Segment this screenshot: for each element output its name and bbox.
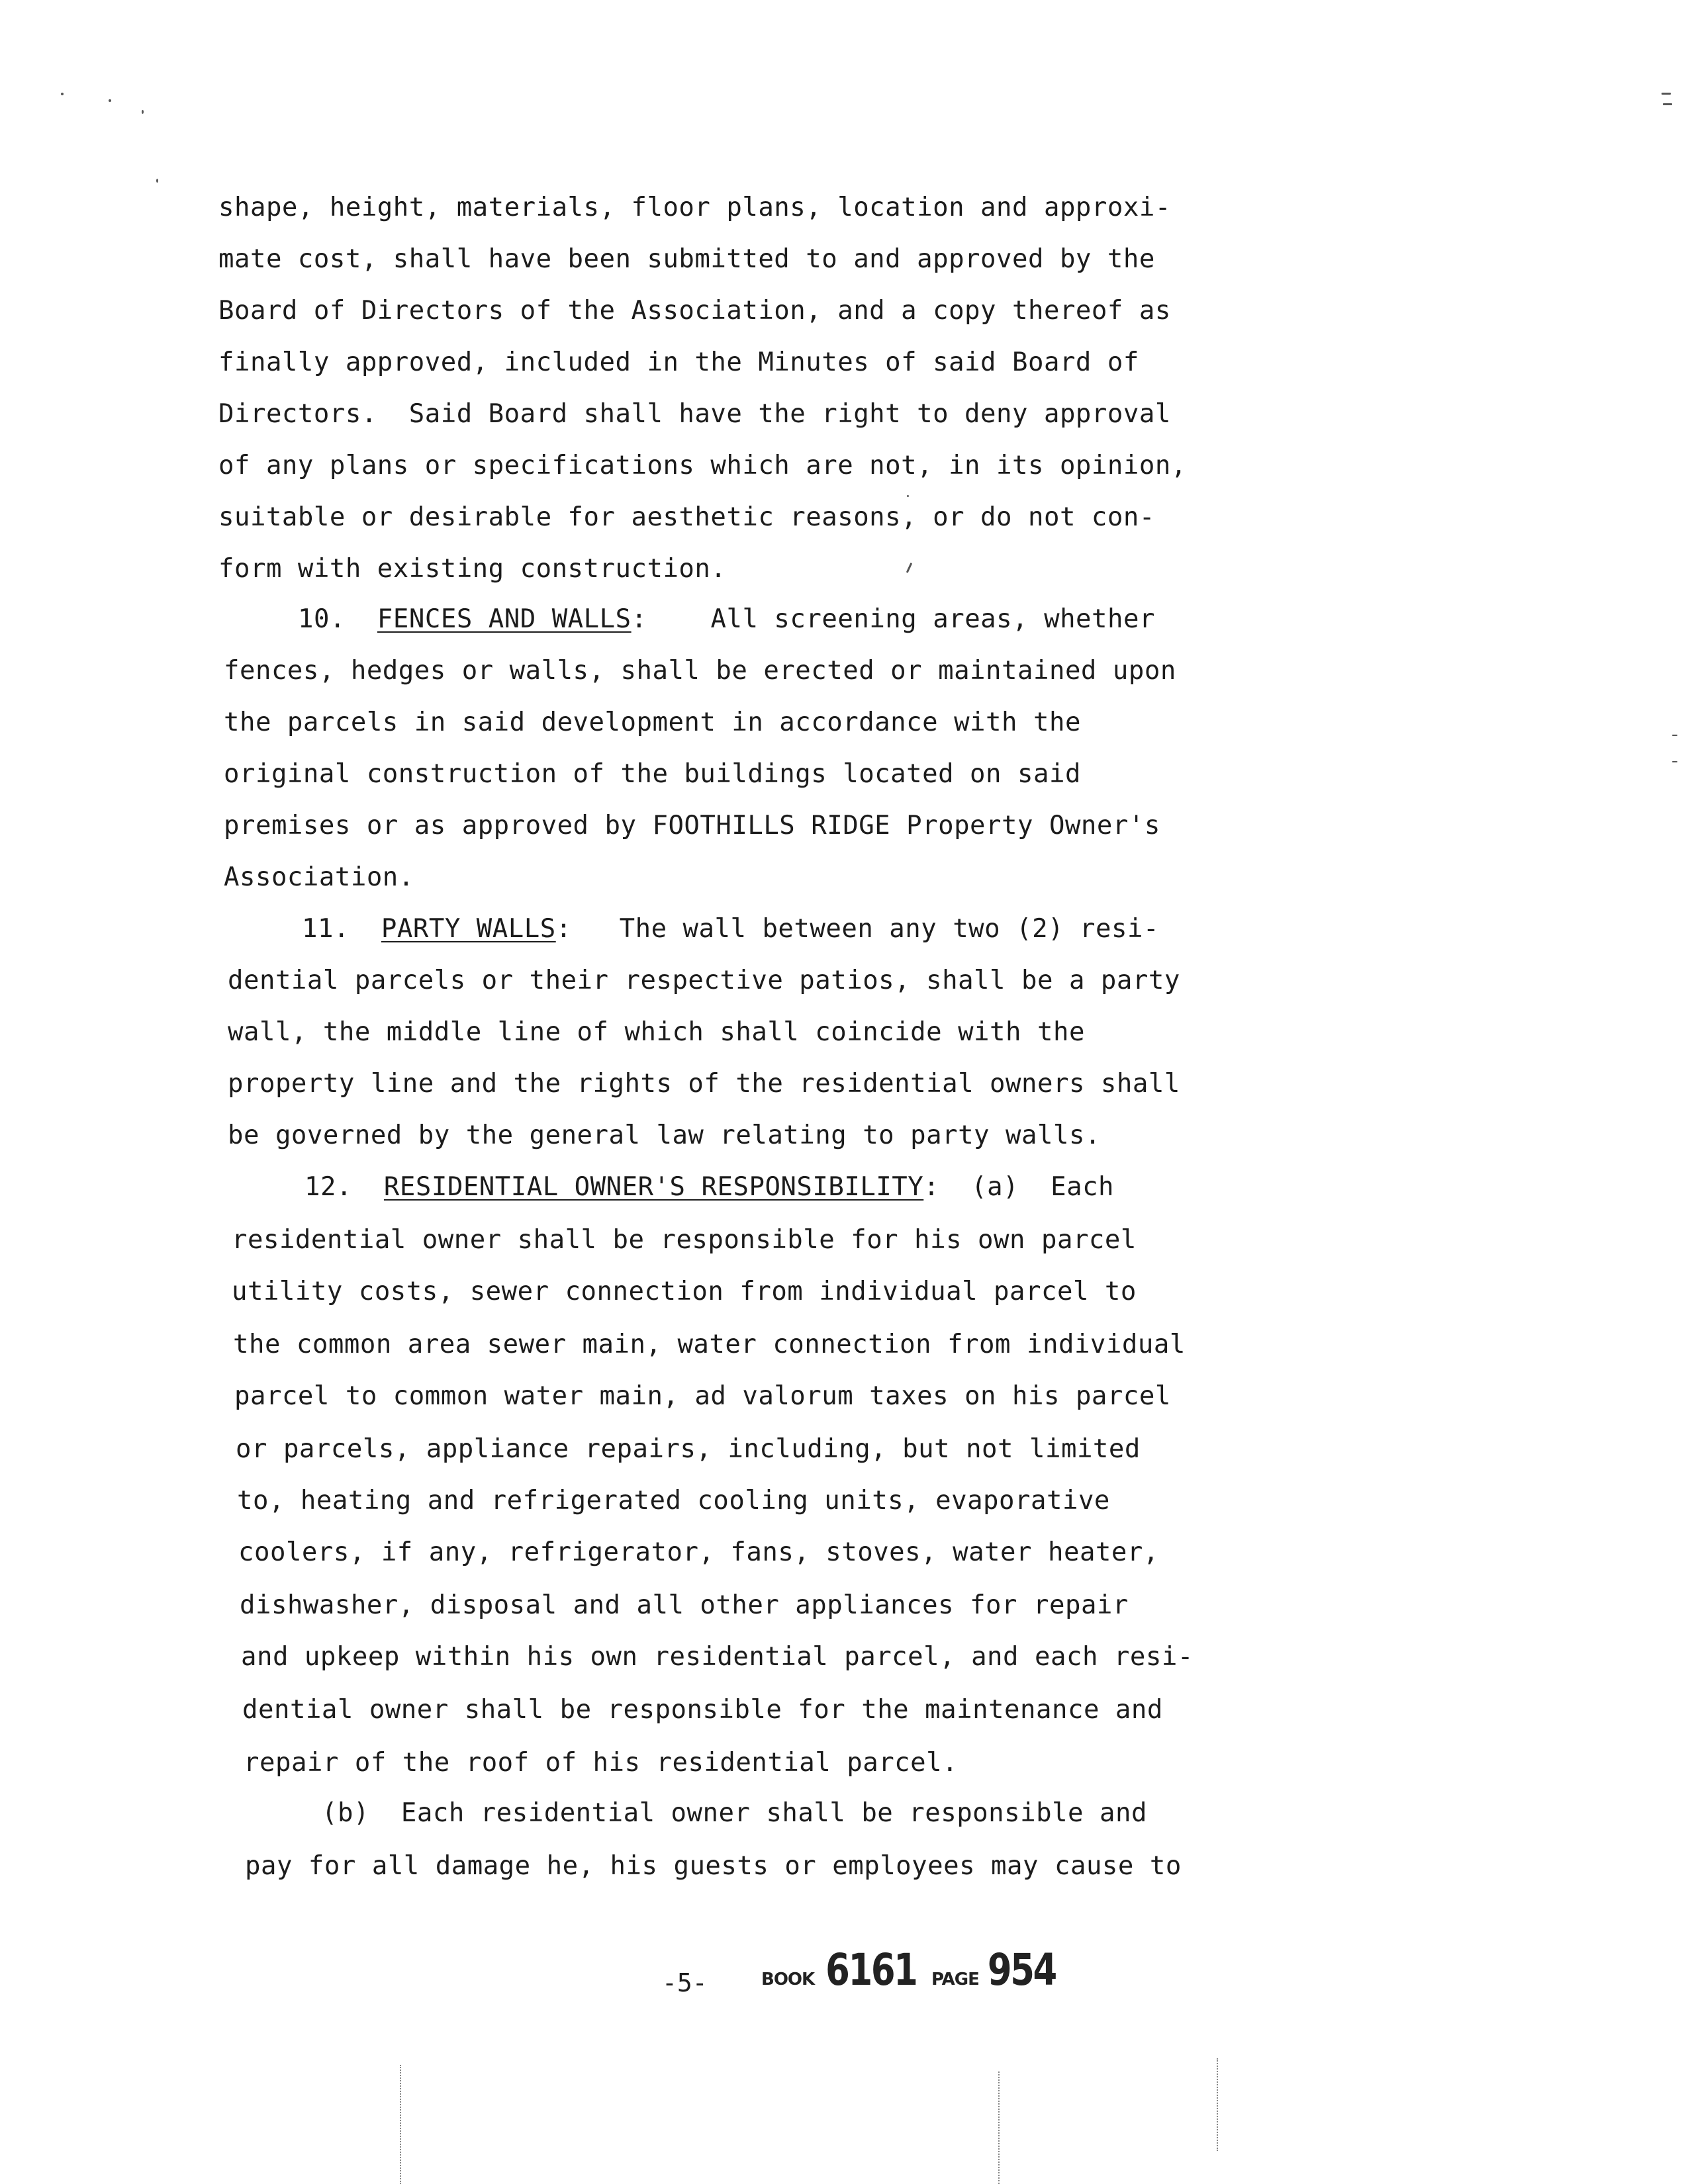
stamp-book-label: BOOK	[761, 1970, 815, 1989]
text-line: dential parcels or their respective patios, shall be a party	[228, 966, 1180, 995]
stamp-page-number: 954	[987, 1944, 1056, 1995]
scan-dotted-mark	[400, 2065, 401, 2184]
text-line: property line and the rights of the residential owners shall	[228, 1069, 1180, 1099]
text-line: Board of Directors of the Association, and a copy thereof as	[218, 296, 1171, 326]
section-number: 12.	[305, 1172, 352, 1202]
text-line: to, heating and refrigerated cooling units, evaporative	[237, 1486, 1110, 1516]
text-line: original construction of the buildings located on said	[224, 759, 1081, 789]
section-heading: PARTY WALLS	[381, 914, 556, 944]
section-heading: RESIDENTIAL OWNER'S RESPONSIBILITY	[383, 1172, 924, 1202]
text-line: coolers, if any, refrigerator, fans, stoves, water heater,	[238, 1537, 1159, 1567]
text-line: dential owner shall be responsible for the maintenance and	[242, 1695, 1163, 1725]
section-number: 10.	[298, 604, 346, 634]
text-line: fences, hedges or walls, shall be erected or maintained upon	[224, 656, 1176, 686]
text-line: pay for all damage he, his guests or employees may cause to	[245, 1851, 1182, 1881]
section-heading-line: 10. FENCES AND WALLS: All screening areas, whether	[298, 604, 1155, 634]
section-number: 11.	[302, 914, 350, 944]
scan-speck	[1662, 93, 1671, 95]
text-line: Association.	[224, 862, 414, 892]
text-line: the common area sewer main, water connection from individual	[233, 1330, 1186, 1359]
text-line: residential owner shall be responsible for his own parcel	[232, 1225, 1137, 1255]
text-line: mate cost, shall have been submitted to and approved by the	[218, 244, 1155, 274]
text-line: shape, height, materials, floor plans, location and approxi-	[218, 193, 1171, 222]
scan-speck	[1672, 735, 1677, 736]
scan-speck	[906, 563, 912, 573]
text-line: utility costs, sewer connection from individual parcel to	[232, 1277, 1137, 1306]
scan-dotted-mark	[1217, 2058, 1218, 2151]
text-line: All screening areas, whether	[710, 604, 1155, 634]
text-line: or parcels, appliance repairs, including, but not limited	[236, 1434, 1141, 1464]
page-number: -5-	[662, 1968, 708, 1997]
stamp-page-label: PAGE	[931, 1970, 979, 1989]
text-line: be governed by the general law relating to party walls.	[228, 1120, 1101, 1150]
scan-speck	[907, 495, 909, 497]
scan-speck	[1663, 103, 1672, 105]
scan-dotted-mark	[998, 2071, 1000, 2184]
text-line: wall, the middle line of which shall coincide with the	[228, 1017, 1085, 1047]
scan-speck	[1672, 761, 1677, 762]
text-line: form with existing construction.	[218, 554, 727, 584]
section-heading: FENCES AND WALLS	[377, 604, 632, 634]
section-heading-line: 11. PARTY WALLS: The wall between any two (2) resi-	[302, 914, 1159, 944]
text-line: and upkeep within his own residential parcel, and each resi-	[241, 1642, 1194, 1672]
text-line: premises or as approved by FOOTHILLS RIDGE Property Owner's	[224, 811, 1160, 841]
text-line: parcel to common water main, ad valorum taxes on his parcel	[234, 1381, 1171, 1411]
text-line: repair of the roof of his residential parcel.	[244, 1748, 959, 1778]
text-line: finally approved, included in the Minutes of said Board of	[218, 347, 1139, 377]
text-line: (a) Each	[971, 1172, 1115, 1202]
scan-speck	[156, 179, 158, 183]
text-line: Directors. Said Board shall have the right to deny approval	[218, 399, 1171, 429]
text-line: the parcels in said development in accordance with the	[224, 707, 1081, 737]
stamp-book-number: 6161	[825, 1944, 917, 1995]
text-line: of any plans or specifications which are not, in its opinion,	[218, 451, 1187, 480]
text-line: (b) Each residential owner shall be responsible and	[322, 1798, 1147, 1828]
text-line: The wall between any two (2) resi-	[619, 914, 1159, 944]
scan-speck	[109, 99, 111, 102]
recording-stamp	[761, 1944, 1064, 1995]
scan-speck	[142, 110, 144, 114]
text-line: suitable or desirable for aesthetic reasons, or do not con-	[218, 502, 1155, 532]
text-line: dishwasher, disposal and all other appliances for repair	[240, 1590, 1129, 1620]
scan-speck	[61, 93, 64, 95]
section-heading-line: 12. RESIDENTIAL OWNER'S RESPONSIBILITY: (a) Each	[305, 1172, 1115, 1202]
